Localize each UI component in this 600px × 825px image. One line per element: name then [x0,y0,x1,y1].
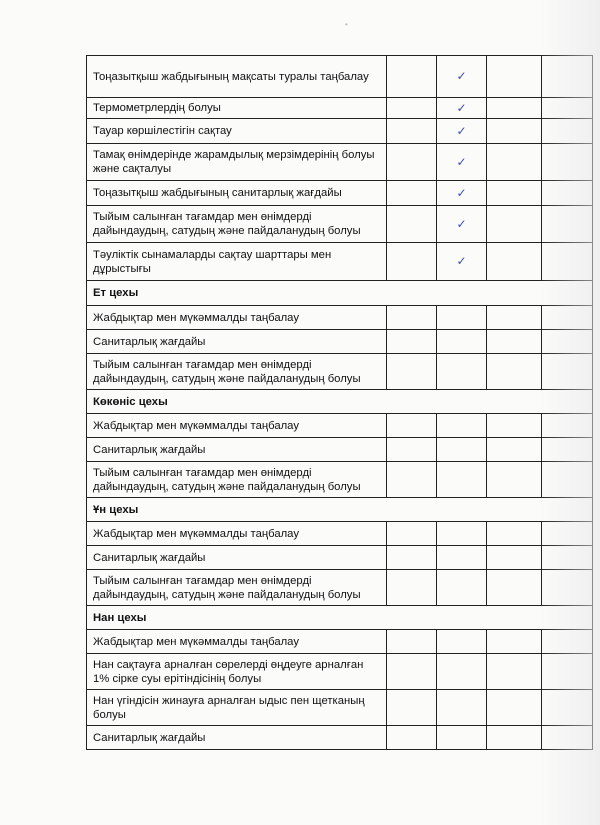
check-cell[interactable] [487,56,542,98]
section-row [87,390,593,414]
page-fold-shadow [540,0,600,825]
check-cell[interactable] [487,438,542,462]
check-cell[interactable] [437,306,487,330]
check-cell[interactable] [487,690,542,726]
checkmark-icon: ✓ [456,123,467,138]
check-cell[interactable] [437,414,487,438]
check-cell[interactable] [487,654,542,690]
criterion-text: Тыйым салынған тағамдар мен өнімдерді дайындаудың, сатудың және пайдаланудың болуы [87,462,387,498]
check-cell[interactable] [487,306,542,330]
check-cell[interactable] [487,546,542,570]
table-row [87,438,593,462]
criterion-text: Санитарлық жағдайы [87,330,387,354]
criterion-text: Тыйым салынған тағамдар мен өнімдерді дайындаудың, сатудың және пайдаланудың болуы [87,354,387,390]
check-cell[interactable] [437,98,487,119]
check-cell[interactable] [387,243,437,281]
criterion-text: Санитарлық жағдайы [87,546,387,570]
criterion-text: Санитарлық жағдайы [87,438,387,462]
table-row [87,181,593,206]
section-row [87,606,593,630]
table-row [87,206,593,243]
check-cell[interactable] [387,354,437,390]
table-row [87,119,593,144]
check-cell[interactable] [487,243,542,281]
check-cell[interactable] [387,206,437,243]
section-title: Көкөніс цехы [87,390,593,414]
table-row [87,243,593,281]
check-cell[interactable] [437,119,487,144]
section-row [87,498,593,522]
check-cell[interactable] [487,522,542,546]
table-row [87,144,593,181]
check-cell[interactable] [387,726,437,750]
criterion-text: Тыйым салынған тағамдар мен өнімдерді дайындаудың, сатудың және пайдаланудың болуы [87,570,387,606]
checkmark-icon: ✓ [456,185,467,200]
check-cell[interactable] [387,438,437,462]
criterion-text: Жабдықтар мен мүкәммалды таңбалау [87,630,387,654]
check-cell[interactable] [437,330,487,354]
section-title: Нан цехы [87,606,593,630]
check-cell[interactable] [387,56,437,98]
section-row [87,281,593,306]
check-cell[interactable] [487,206,542,243]
check-cell[interactable] [437,462,487,498]
check-cell[interactable] [437,522,487,546]
table-row [87,522,593,546]
check-cell[interactable] [437,144,487,181]
criterion-text: Нан сақтауға арналған сөрелерді өңдеуге арналған 1% сірке суы ерітіндісінің болуы [87,654,387,690]
check-cell[interactable] [387,522,437,546]
check-cell[interactable] [437,630,487,654]
table-row [87,56,593,98]
check-cell[interactable] [437,570,487,606]
criterion-text: Нан үгіндісін жинауға арналған ыдыс пен щетканың болуы [87,690,387,726]
checkmark-icon: ✓ [456,69,467,83]
table-row [87,98,593,119]
checkmark-icon: ✓ [456,154,467,169]
table-row [87,330,593,354]
scan-mark: • [345,20,348,29]
check-cell[interactable] [387,144,437,181]
check-cell[interactable] [437,181,487,206]
check-cell[interactable] [387,306,437,330]
check-cell[interactable] [487,98,542,119]
table-row [87,630,593,654]
check-cell[interactable] [437,56,487,98]
checkmark-icon: ✓ [456,216,467,231]
check-cell[interactable] [387,630,437,654]
check-cell[interactable] [487,119,542,144]
section-title: Ұн цехы [87,498,593,522]
criterion-text: Тыйым салынған тағамдар мен өнімдерді дайындаудың, сатудың және пайдаланудың болуы [87,206,387,243]
check-cell[interactable] [387,690,437,726]
check-cell[interactable] [437,354,487,390]
table-row [87,690,593,726]
table-row [87,654,593,690]
checkmark-icon: ✓ [456,254,467,268]
check-cell[interactable] [437,243,487,281]
criterion-text: Жабдықтар мен мүкәммалды таңбалау [87,414,387,438]
criterion-text: Тәуліктік сынамаларды сақтау шарттары мен дұрыстығы [87,243,387,281]
checklist-table [86,55,593,750]
criterion-text: Термометрлердің болуы [87,98,387,119]
checkmark-icon: ✓ [456,100,467,115]
check-cell[interactable] [437,206,487,243]
table-row [87,570,593,606]
table-row [87,414,593,438]
criterion-text: Тоңазытқыш жабдығының мақсаты туралы таңбалау [87,56,387,98]
check-cell[interactable] [487,330,542,354]
table-row [87,354,593,390]
check-cell[interactable] [387,654,437,690]
check-cell[interactable] [487,354,542,390]
table-row [87,726,593,750]
criterion-text: Жабдықтар мен мүкәммалды таңбалау [87,522,387,546]
check-cell[interactable] [387,98,437,119]
criterion-text: Жабдықтар мен мүкәммалды таңбалау [87,306,387,330]
table-row [87,546,593,570]
criterion-text: Тауар көршілестігін сақтау [87,119,387,144]
check-cell[interactable] [437,726,487,750]
check-cell[interactable] [387,414,437,438]
check-cell[interactable] [437,654,487,690]
criterion-text: Санитарлық жағдайы [87,726,387,750]
check-cell[interactable] [487,144,542,181]
check-cell[interactable] [487,726,542,750]
check-cell[interactable] [387,330,437,354]
table-row [87,462,593,498]
check-cell[interactable] [387,546,437,570]
check-cell[interactable] [387,181,437,206]
check-cell[interactable] [487,414,542,438]
check-cell[interactable] [487,462,542,498]
table-row [87,306,593,330]
check-cell[interactable] [387,119,437,144]
check-cell[interactable] [437,438,487,462]
check-cell[interactable] [387,570,437,606]
check-cell[interactable] [437,546,487,570]
check-cell[interactable] [487,570,542,606]
section-title: Ет цехы [87,281,593,306]
criterion-text: Тамақ өнімдерінде жарамдылық мерзімдерінің болуы және сақталуы [87,144,387,181]
check-cell[interactable] [487,630,542,654]
check-cell[interactable] [437,690,487,726]
check-cell[interactable] [487,181,542,206]
check-cell[interactable] [387,462,437,498]
criterion-text: Тоңазытқыш жабдығының санитарлық жағдайы [87,181,387,206]
